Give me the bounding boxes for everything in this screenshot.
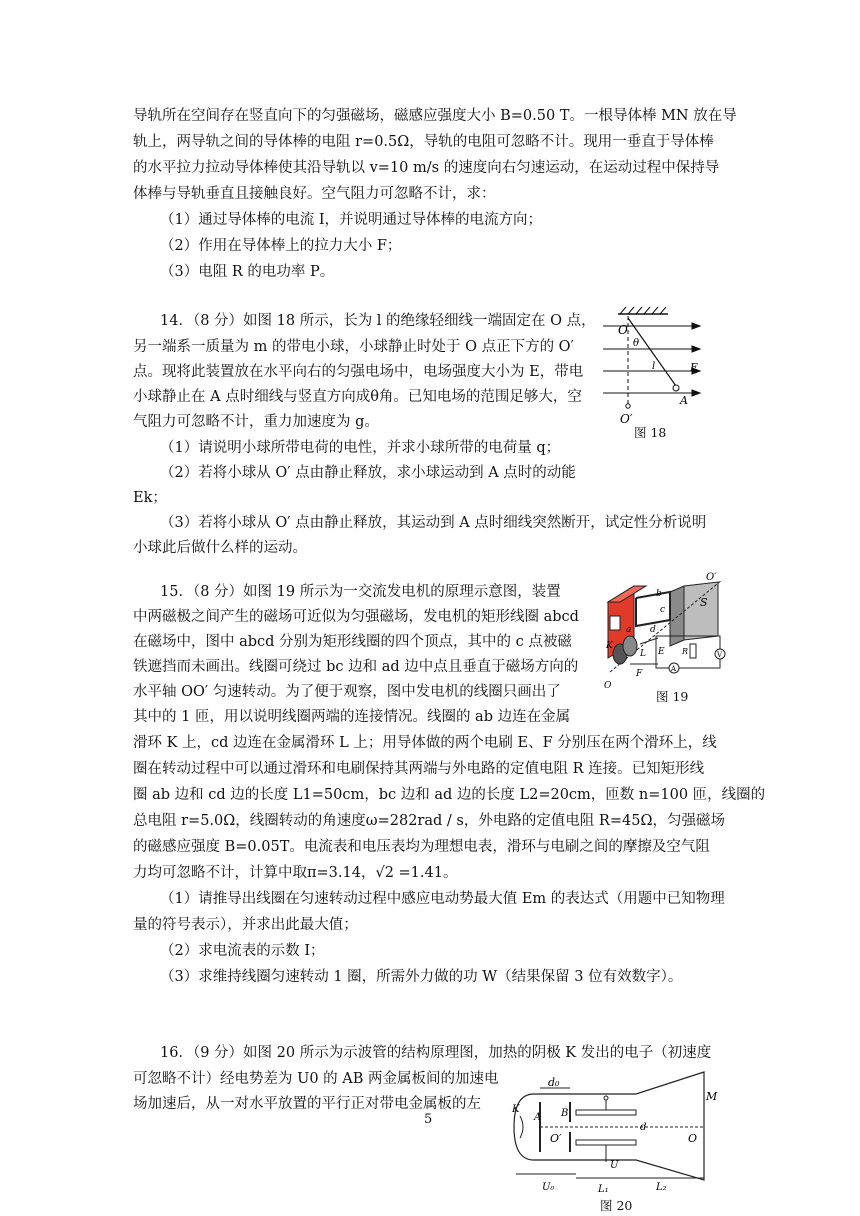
figure-19-diagram bbox=[600, 572, 730, 692]
svg-text:O: O bbox=[688, 1132, 698, 1145]
q13-sub-1: （1）通过导体棒的电流 I，并说明通过导体棒的电流方向； bbox=[160, 212, 543, 228]
q15-line-9: 圈 ab 边和 cd 边的长度 L1=50cm，bc 边和 ad 边的长度 L2=20cm，匝数 n=100 匝，线圈的 bbox=[133, 787, 766, 803]
svg-text:L: L bbox=[640, 649, 646, 659]
svg-text:d: d bbox=[650, 625, 656, 635]
q15-sub-3: （3）求维持线圈匀速转动 1 圈，所需外力做的功 W（结果保留 3 位有效数字）。 bbox=[160, 969, 683, 985]
svg-text:U: U bbox=[610, 1160, 619, 1171]
q15-line-5: 水平轴 OO′ 匀速转动。为了便于观察，图中发电机的线圈只画出了 bbox=[133, 684, 561, 700]
q14-line-4: 小球静止在 A 点时细线与竖直方向成θ角。已知电场的范围足够大，空 bbox=[133, 389, 582, 405]
svg-text:d₀: d₀ bbox=[548, 1076, 560, 1089]
q14-sub-2-cont: Ek； bbox=[133, 490, 167, 506]
q16-line-3: 场加速后，从一对水平放置的平行正对带电金属板的左 bbox=[133, 1096, 481, 1112]
q15-line-6: 其中的 1 匝，用以说明线圈两端的连接情况。线圈的 ab 边连在金属 bbox=[133, 709, 571, 725]
q14-sub-2: （2）若将小球从 O′ 点由静止释放，求小球运动到 A 点时的动能 bbox=[160, 465, 576, 481]
svg-text:K: K bbox=[606, 641, 613, 651]
svg-text:K: K bbox=[512, 1104, 520, 1115]
svg-text:L₂: L₂ bbox=[656, 1182, 667, 1193]
svg-text:b: b bbox=[656, 589, 662, 599]
q15-line-3: 在磁场中，图中 abcd 分别为矩形线圈的四个顶点，其中的 c 点被磁 bbox=[133, 634, 572, 650]
q15-line-8: 圈在转动过程中可以通过滑环和电刷保持其两端与外电路的定值电阻 R 连接。已知矩形线 bbox=[133, 761, 705, 777]
svg-text:V: V bbox=[717, 651, 723, 659]
q16-line-1: 16．（9 分）如图 20 所示为示波管的结构原理图，加热的阴极 K 发出的电子（初速度 bbox=[160, 1045, 712, 1061]
q14-sub-1: （1）请说明小球所带电荷的电性，并求小球所带的电荷量 q； bbox=[160, 440, 561, 456]
figure-19-caption: 图 19 bbox=[656, 689, 689, 704]
q14-line-1: 14．（8 分）如图 18 所示，长为 l 的绝缘轻细线一端固定在 O 点， bbox=[160, 313, 596, 329]
svg-text:l: l bbox=[652, 361, 656, 372]
q15-sub-1-cont: 量的符号表示），并求出此最大值； bbox=[133, 917, 358, 933]
figure-20-diagram bbox=[506, 1070, 730, 1196]
svg-text:A: A bbox=[534, 1112, 542, 1123]
q15-line-11: 的磁感应强度 B=0.05T。电流表和电压表均为理想电表，滑环与电刷之间的摩擦及空气阻 bbox=[133, 839, 710, 855]
q15-line-2: 中两磁极之间产生的磁场可近似为匀强磁场，发电机的矩形线圈 abcd bbox=[133, 609, 579, 625]
svg-text:E: E bbox=[658, 647, 665, 657]
svg-text:d: d bbox=[640, 1122, 647, 1133]
svg-text:F: F bbox=[636, 669, 643, 679]
svg-text:O: O bbox=[604, 681, 612, 691]
svg-text:L₁: L₁ bbox=[598, 1184, 609, 1195]
q13-line-4: 体棒与导轨垂直且接触良好。空气阻力可忽略不计，求： bbox=[133, 186, 496, 202]
figure-20-caption: 图 20 bbox=[600, 1198, 633, 1213]
q13-sub-3: （3）电阻 R 的电功率 P。 bbox=[160, 264, 335, 280]
svg-text:O′: O′ bbox=[550, 1132, 562, 1145]
q16-line-2: 可忽略不计）经电势差为 U0 的 AB 两金属板间的加速电 bbox=[133, 1071, 499, 1087]
q13-line-1: 导轨所在空间存在竖直向下的匀强磁场，磁感应强度大小 B=0.50 T。一根导体棒 MN 放在导 bbox=[133, 108, 737, 124]
q13-line-3: 的水平拉力拉动导体棒使其沿导轨以 v=10 m/s 的速度向右匀速运动，在运动过程中保持导 bbox=[133, 160, 720, 176]
svg-text:A: A bbox=[671, 665, 677, 673]
page-number: 5 bbox=[424, 1112, 433, 1127]
svg-text:U₀: U₀ bbox=[542, 1182, 555, 1193]
q13-sub-2: （2）作用在导体棒上的拉力大小 F； bbox=[160, 238, 402, 254]
svg-text:S: S bbox=[700, 596, 708, 609]
svg-text:a: a bbox=[626, 625, 632, 635]
q15-line-12: 力均可忽略不计，计算中取π=3.14，√2 =1.41。 bbox=[133, 865, 458, 881]
svg-text:A: A bbox=[680, 394, 688, 407]
svg-text:θ: θ bbox=[633, 338, 640, 349]
q14-sub-3-cont: 小球此后做什么样的运动。 bbox=[133, 540, 307, 556]
q15-line-10: 总电阻 r=5.0Ω，线圈转动的角速度ω=282rad / s，外电路的定值电阻 R=45Ω，匀强磁场 bbox=[133, 813, 725, 829]
q15-sub-2: （2）求电流表的示数 I； bbox=[160, 943, 325, 959]
svg-text:O: O bbox=[618, 323, 628, 337]
q14-sub-3: （3）若将小球从 O′ 点由静止释放，其运动到 A 点时细线突然断开，试定性分析说明 bbox=[160, 515, 707, 531]
svg-text:R: R bbox=[682, 647, 689, 656]
svg-text:c: c bbox=[660, 605, 666, 615]
q13-line-2: 轨上，两导轨之间的导体棒的电阻 r=0.5Ω，导轨的电阻可忽略不计。现用一垂直于导体棒 bbox=[133, 134, 714, 150]
figure-18-caption: 图 18 bbox=[634, 425, 667, 440]
q14-line-2: 另一端系一质量为 m 的带电小球，小球静止时处于 O 点正下方的 O′ bbox=[133, 339, 574, 355]
q14-line-3: 点。现将此装置放在水平向右的匀强电场中，电场强度大小为 E，带电 bbox=[133, 364, 584, 380]
svg-text:O′: O′ bbox=[620, 412, 633, 426]
svg-text:M: M bbox=[706, 1090, 718, 1103]
q14-line-5: 气阻力可忽略不计，重力加速度为 g。 bbox=[133, 414, 379, 430]
q15-line-4: 铁遮挡而未画出。线圈可绕过 bc 边和 ad 边中点且垂直于磁场方向的 bbox=[133, 659, 579, 675]
q15-line-1: 15．（8 分）如图 19 所示为一交流发电机的原理示意图，装置 bbox=[160, 584, 561, 600]
svg-text:O′: O′ bbox=[706, 572, 717, 583]
q15-sub-1: （1）请推导出线圈在匀速转动过程中感应电动势最大值 Em 的表达式（用题中已知物理 bbox=[160, 891, 725, 907]
q15-line-7: 滑环 K 上，cd 边连在金属滑环 L 上；用导体做的两个电刷 E、F 分别压在两个滑环上，线 bbox=[133, 735, 717, 751]
svg-text:E: E bbox=[690, 361, 699, 374]
svg-text:B: B bbox=[561, 1108, 569, 1119]
figure-18-diagram bbox=[598, 304, 708, 432]
